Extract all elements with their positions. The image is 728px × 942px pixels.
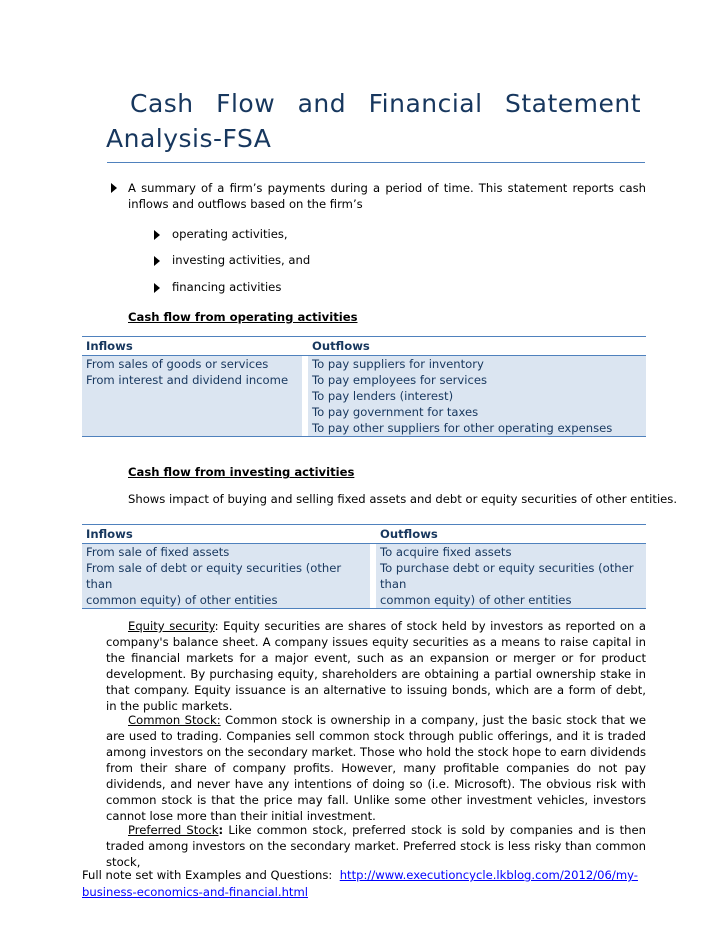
equity-text: : Equity securities are shares of stock held by investors as reported on a company's balance sheet. A company issues equity securities as a means to raise capital in the financial markets for a major event, such as an expansion or merger or for product development. By purchasing equity, shareholders are obtaining a partial ownership stake in that company. Equity issuance is an alternative to issuing bonds, which are a form of debt, in the public markets. xyxy=(106,619,647,713)
intro-item-financing: financing activities xyxy=(172,280,282,294)
investing-outflow-item: To acquire fixed assets xyxy=(380,545,512,559)
investing-outflow-item: To purchase debt or equity securities (other than xyxy=(380,561,634,591)
preferred-paragraph xyxy=(106,822,646,870)
bullet-icon xyxy=(154,256,160,266)
operating-inflow-item: From sales of goods or services xyxy=(86,357,269,371)
common-text: Common stock is ownership in a company, just the basic stock that we are used to trading. Companies sell common stock through public offerings, and it is traded among investors on the secondary market. Those who hold the stock hope to earn dividends from their share of company profits. However, many profitable companies do not pay dividends, and never have any intentions of doing so (i.e. Microsoft). The obvious risk with common stock is that the price may fall. Unlike some other investment vehicles, investors cannot lose more than their initial investment. xyxy=(106,713,646,823)
bullet-icon xyxy=(154,283,160,293)
operating-outflows-cell xyxy=(308,356,646,437)
bullet-icon xyxy=(154,230,160,240)
common-term: Common Stock: xyxy=(128,713,221,727)
investing-heading: Cash flow from investing activities xyxy=(128,465,355,479)
intro-text: A summary of a firm’s payments during a period of time. This statement reports cash inflows and outflows based on the firm’s xyxy=(128,181,646,211)
preferred-term: Preferred Stock xyxy=(128,823,219,837)
investing-inflows-header: Inflows xyxy=(82,525,370,544)
title-line-2: Analysis-FSA xyxy=(106,124,272,153)
investing-description: Shows impact of buying and selling fixed assets and debt or equity securities of other entities. xyxy=(128,492,678,506)
common-paragraph xyxy=(106,712,646,824)
operating-outflow-item: To pay employees for services xyxy=(312,373,488,387)
preferred-colon: : xyxy=(218,823,224,837)
operating-inflows-cell xyxy=(82,356,302,437)
operating-table xyxy=(82,336,646,437)
footer-note xyxy=(82,867,642,901)
equity-term: Equity security xyxy=(128,619,215,633)
operating-inflow-item: From interest and dividend income xyxy=(86,373,289,387)
title-line-1: Cash Flow and Financial Statement xyxy=(130,89,642,118)
bullet-icon xyxy=(111,183,117,193)
investing-inflows-cell xyxy=(82,544,370,609)
equity-paragraph xyxy=(106,618,646,714)
preferred-text: Like common stock, preferred stock is sold by companies and is then traded among investors on the secondary market. Preferred stock is less risky than common stock, xyxy=(106,823,646,869)
operating-heading: Cash flow from operating activities xyxy=(128,310,358,324)
footer-link[interactable]: http://www.executioncycle.lkblog.com/2012/06/my- business-economics-and-financial.html xyxy=(82,868,638,899)
investing-table xyxy=(82,524,646,609)
footer-prefix: Full note set with Examples and Questions: xyxy=(82,868,333,882)
operating-outflow-item: To pay suppliers for inventory xyxy=(312,357,484,371)
operating-outflow-item: To pay government for taxes xyxy=(312,405,479,419)
investing-inflow-item: From sale of debt or equity securities (other than xyxy=(86,561,342,591)
operating-outflows-header: Outflows xyxy=(308,337,646,356)
operating-inflows-header: Inflows xyxy=(82,337,302,356)
investing-outflows-cell xyxy=(376,544,646,609)
operating-outflow-item: To pay lenders (interest) xyxy=(312,389,454,403)
intro-item-investing: investing activities, and xyxy=(172,253,311,267)
investing-inflow-item: From sale of fixed assets xyxy=(86,545,230,559)
title-rule xyxy=(107,162,645,163)
investing-outflows-header: Outflows xyxy=(376,525,646,544)
intro-item-operating: operating activities, xyxy=(172,227,288,241)
investing-outflow-item: common equity) of other entities xyxy=(380,593,572,607)
investing-inflow-item: common equity) of other entities xyxy=(86,593,278,607)
operating-outflow-item: To pay other suppliers for other operating expenses xyxy=(312,421,613,435)
page-title xyxy=(106,86,646,156)
